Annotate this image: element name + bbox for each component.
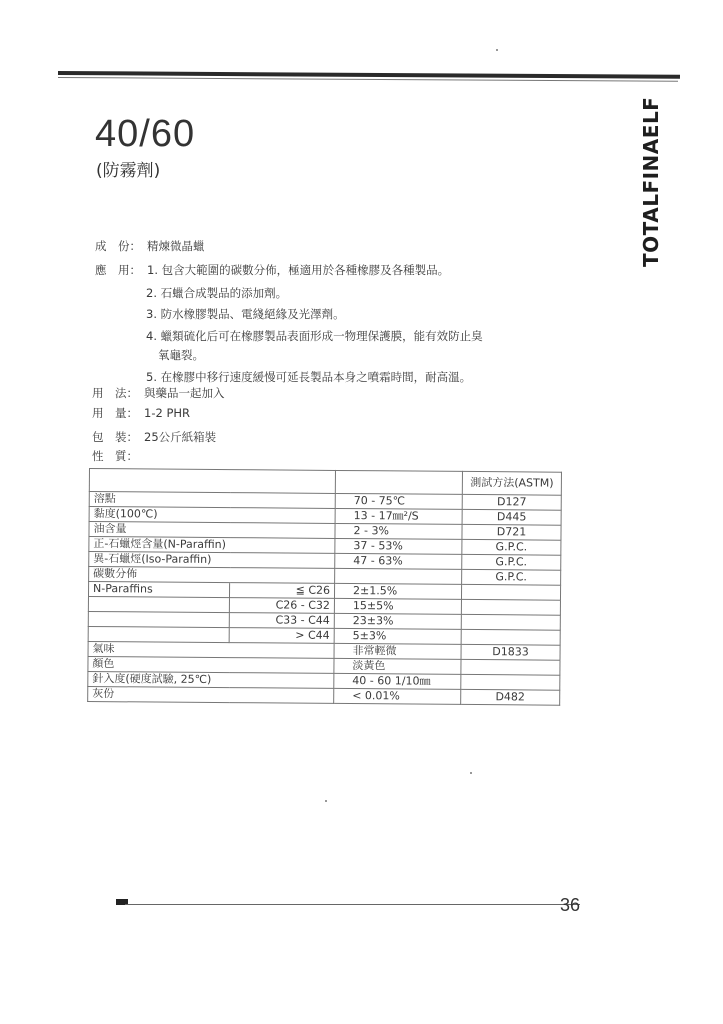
property-method: D445 <box>462 509 561 525</box>
property-value: 2 - 3% <box>335 523 462 539</box>
carbon-value: 2±1.5% <box>334 583 461 599</box>
property-value <box>335 568 462 584</box>
application-line-1 <box>95 262 449 278</box>
application-item-4-cont: 氧龜裂。 <box>158 348 204 362</box>
property-method: G.P.C. <box>462 554 561 570</box>
product-subtitle: (防霧劑) <box>96 161 161 181</box>
property-name: 黏度(100℃) <box>89 507 230 523</box>
property-method: D721 <box>462 524 561 540</box>
dosage-value: 1-2 PHR <box>144 406 191 420</box>
dosage-label: 用 量： <box>92 406 138 420</box>
property-name: 氣味 <box>88 641 229 657</box>
scan-speck <box>496 49 498 51</box>
application-item-4: 4. 蠟類硫化后可在橡膠製品表面形成一物理保護膜，能有效防止臭 <box>146 329 483 343</box>
packaging-line <box>92 429 216 445</box>
property-value: 37 - 53% <box>335 538 462 554</box>
packaging-value: 25公斤紙箱裝 <box>144 430 217 444</box>
property-value: < 0.01% <box>334 688 461 704</box>
brand-logo <box>636 96 666 270</box>
composition-value: 精煉微晶蠟 <box>147 239 205 253</box>
nparaffins-label: N-Paraffins <box>88 582 229 598</box>
property-value: 13 - 17㎜²/S <box>335 508 462 524</box>
usage-value: 與藥品一起加入 <box>144 386 225 400</box>
scan-speck <box>325 800 327 802</box>
carbon-range: ≦ C26 <box>229 583 334 599</box>
usage-line <box>92 385 225 401</box>
properties-label: 性 質： <box>92 449 138 463</box>
application-item-2: 2. 石蠟合成製品的添加劑。 <box>146 286 288 300</box>
property-value: 47 - 63% <box>335 553 462 569</box>
application-item-5: 5. 在橡膠中移行速度緩慢可延長製品本身之噴霜時間，耐高溫。 <box>146 370 472 384</box>
method-header: 測試方法(ASTM) <box>462 471 561 495</box>
application-label: 應 用： <box>95 263 141 277</box>
property-value: 70 - 75℃ <box>335 493 462 509</box>
bottom-rule <box>125 904 580 905</box>
page-number: 36 <box>560 895 581 915</box>
property-method: D127 <box>462 494 561 510</box>
property-method: G.P.C. <box>462 539 561 555</box>
carbon-range: C26 - C32 <box>229 598 334 614</box>
usage-label: 用 法： <box>92 386 138 400</box>
scan-speck <box>470 772 472 774</box>
carbon-range: > C44 <box>229 628 334 644</box>
table-row <box>88 686 560 705</box>
carbon-value: 5±3% <box>334 628 461 644</box>
properties-table <box>87 468 562 706</box>
composition-line <box>95 238 205 254</box>
dosage-line <box>92 405 190 421</box>
property-value: 非常輕微 <box>334 643 461 659</box>
property-name: 碳數分佈 <box>89 567 230 583</box>
carbon-value: 15±5% <box>334 598 461 614</box>
property-name: 異-石蠟烴(Iso-Paraffin) <box>89 552 230 568</box>
application-item-1: 1. 包含大範圍的碳數分佈，極適用於各種橡膠及各種製品。 <box>147 263 450 277</box>
property-name: 正-石蠟烴含量(N-Paraffin) <box>89 537 230 553</box>
composition-label: 成 份： <box>95 239 141 253</box>
property-method: G.P.C. <box>462 569 561 585</box>
application-item-3: 3. 防水橡膠製品、電綫絕緣及光澤劑。 <box>146 307 345 321</box>
brand-text: TOTALFINAELF <box>639 96 663 267</box>
property-value: 淡黃色 <box>334 658 461 674</box>
property-method: D482 <box>461 689 560 705</box>
property-method <box>461 674 560 690</box>
property-value: 40 - 60 1/10㎜ <box>334 673 461 689</box>
property-name: 灰份 <box>88 686 229 702</box>
product-title: 40/60 <box>95 113 196 155</box>
property-name: 顏色 <box>88 656 229 672</box>
property-name: 溶點 <box>89 492 230 508</box>
property-name: 油含量 <box>89 522 230 538</box>
packaging-label: 包 裝： <box>92 430 138 444</box>
property-method: D1833 <box>461 644 560 660</box>
carbon-value: 23±3% <box>334 613 461 629</box>
property-method <box>461 659 560 675</box>
carbon-range: C33 - C44 <box>229 613 334 629</box>
property-name: 針入度(硬度試驗, 25℃) <box>88 671 229 687</box>
